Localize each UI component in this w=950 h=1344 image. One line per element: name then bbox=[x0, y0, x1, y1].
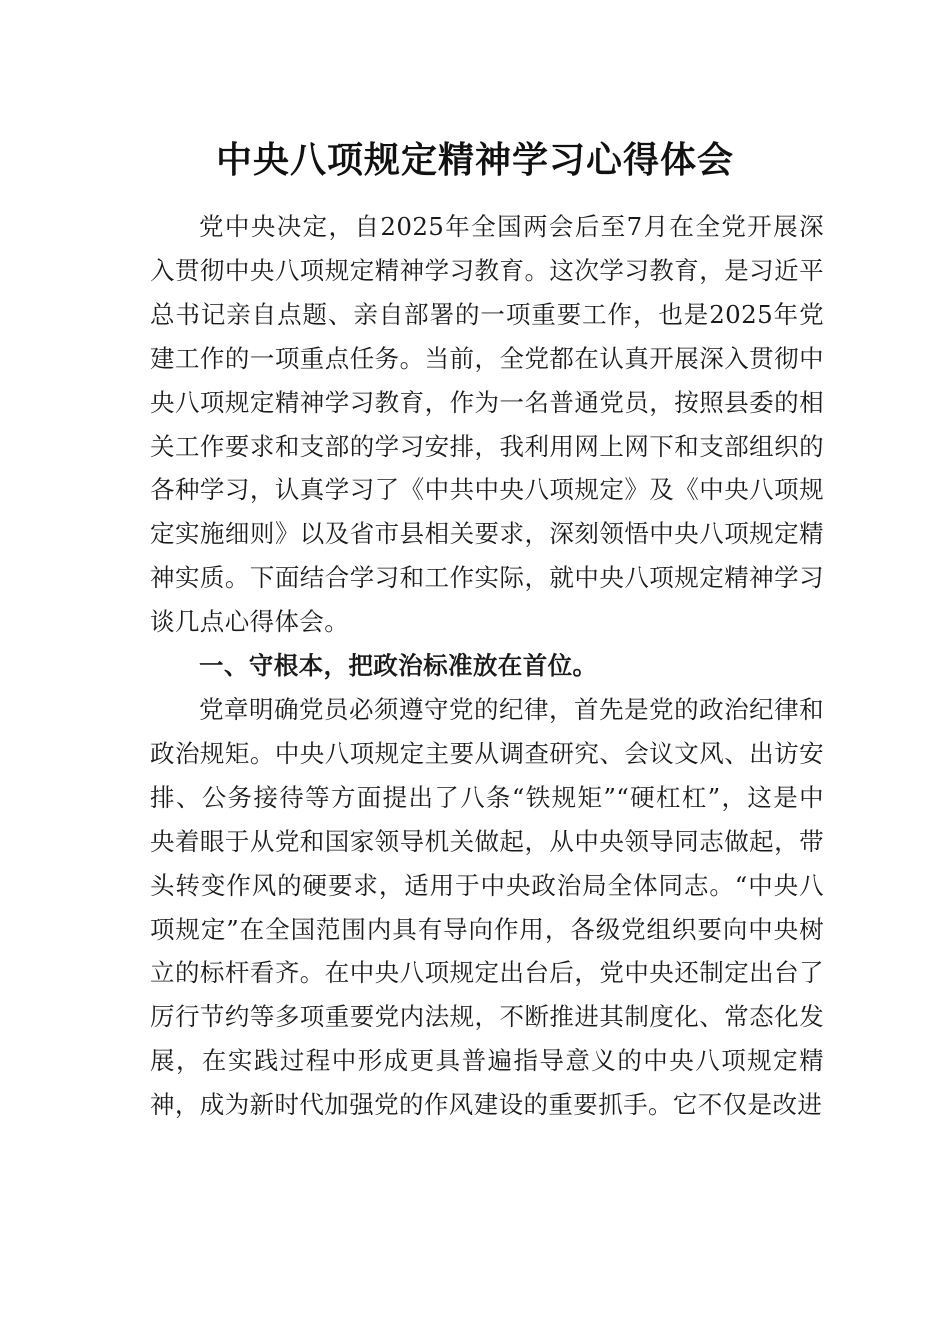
document-body bbox=[150, 205, 824, 1127]
paragraph-intro: 党中央决定，自2025年全国两会后至7月在全党开展深入贯彻中央八项规定精神学习教育。这次学习教育，是习近平总书记亲自点题、亲自部署的一项重要工作，也是2025年党建工作的一项重点任务。当前，全党都在认真开展深入贯彻中央八项规定精神学习教育，作为一名普通党员，按照县委的相关工作要求和支部的学习安排，我利用网上网下和支部组织的各种学习，认真学习了《中共中央八项规定》及《中央八项规定实施细则》以及省市县相关要求，深刻领悟中央八项规定精神实质。下面结合学习和工作实际，就中央八项规定精神学习谈几点心得体会。 bbox=[150, 212, 824, 637]
section-heading: 一、守根本，把政治标准放在首位。 bbox=[199, 651, 598, 681]
paragraph-section-1: 党章明确党员必须遵守党的纪律，首先是党的政治纪律和政治规矩。中央八项规定主要从调查研究、会议文风、出访安排、公务接待等方面提出了八条“铁规矩”“硬杠杠”，这是中央着眼于从党和国家领导机关做起，从中央领导同志做起，带头转变作风的硬要求，适用于中央政治局全体同志。“中央八项规定”在全国范围内具有导向作用，各级党组织要向中央树立的标杆看齐。在中央八项规定出台后，党中央还制定出台了厉行节约等多项重要党内法规，不断推进其制度化、常态化发展，在实践过程中形成更具普遍指导意义的中央八项规定精神，成为新时代加强党的作风建设的重要抓手。它不仅是改进 bbox=[150, 694, 824, 1120]
document-title: 中央八项规定精神学习心得体会 bbox=[215, 139, 734, 181]
